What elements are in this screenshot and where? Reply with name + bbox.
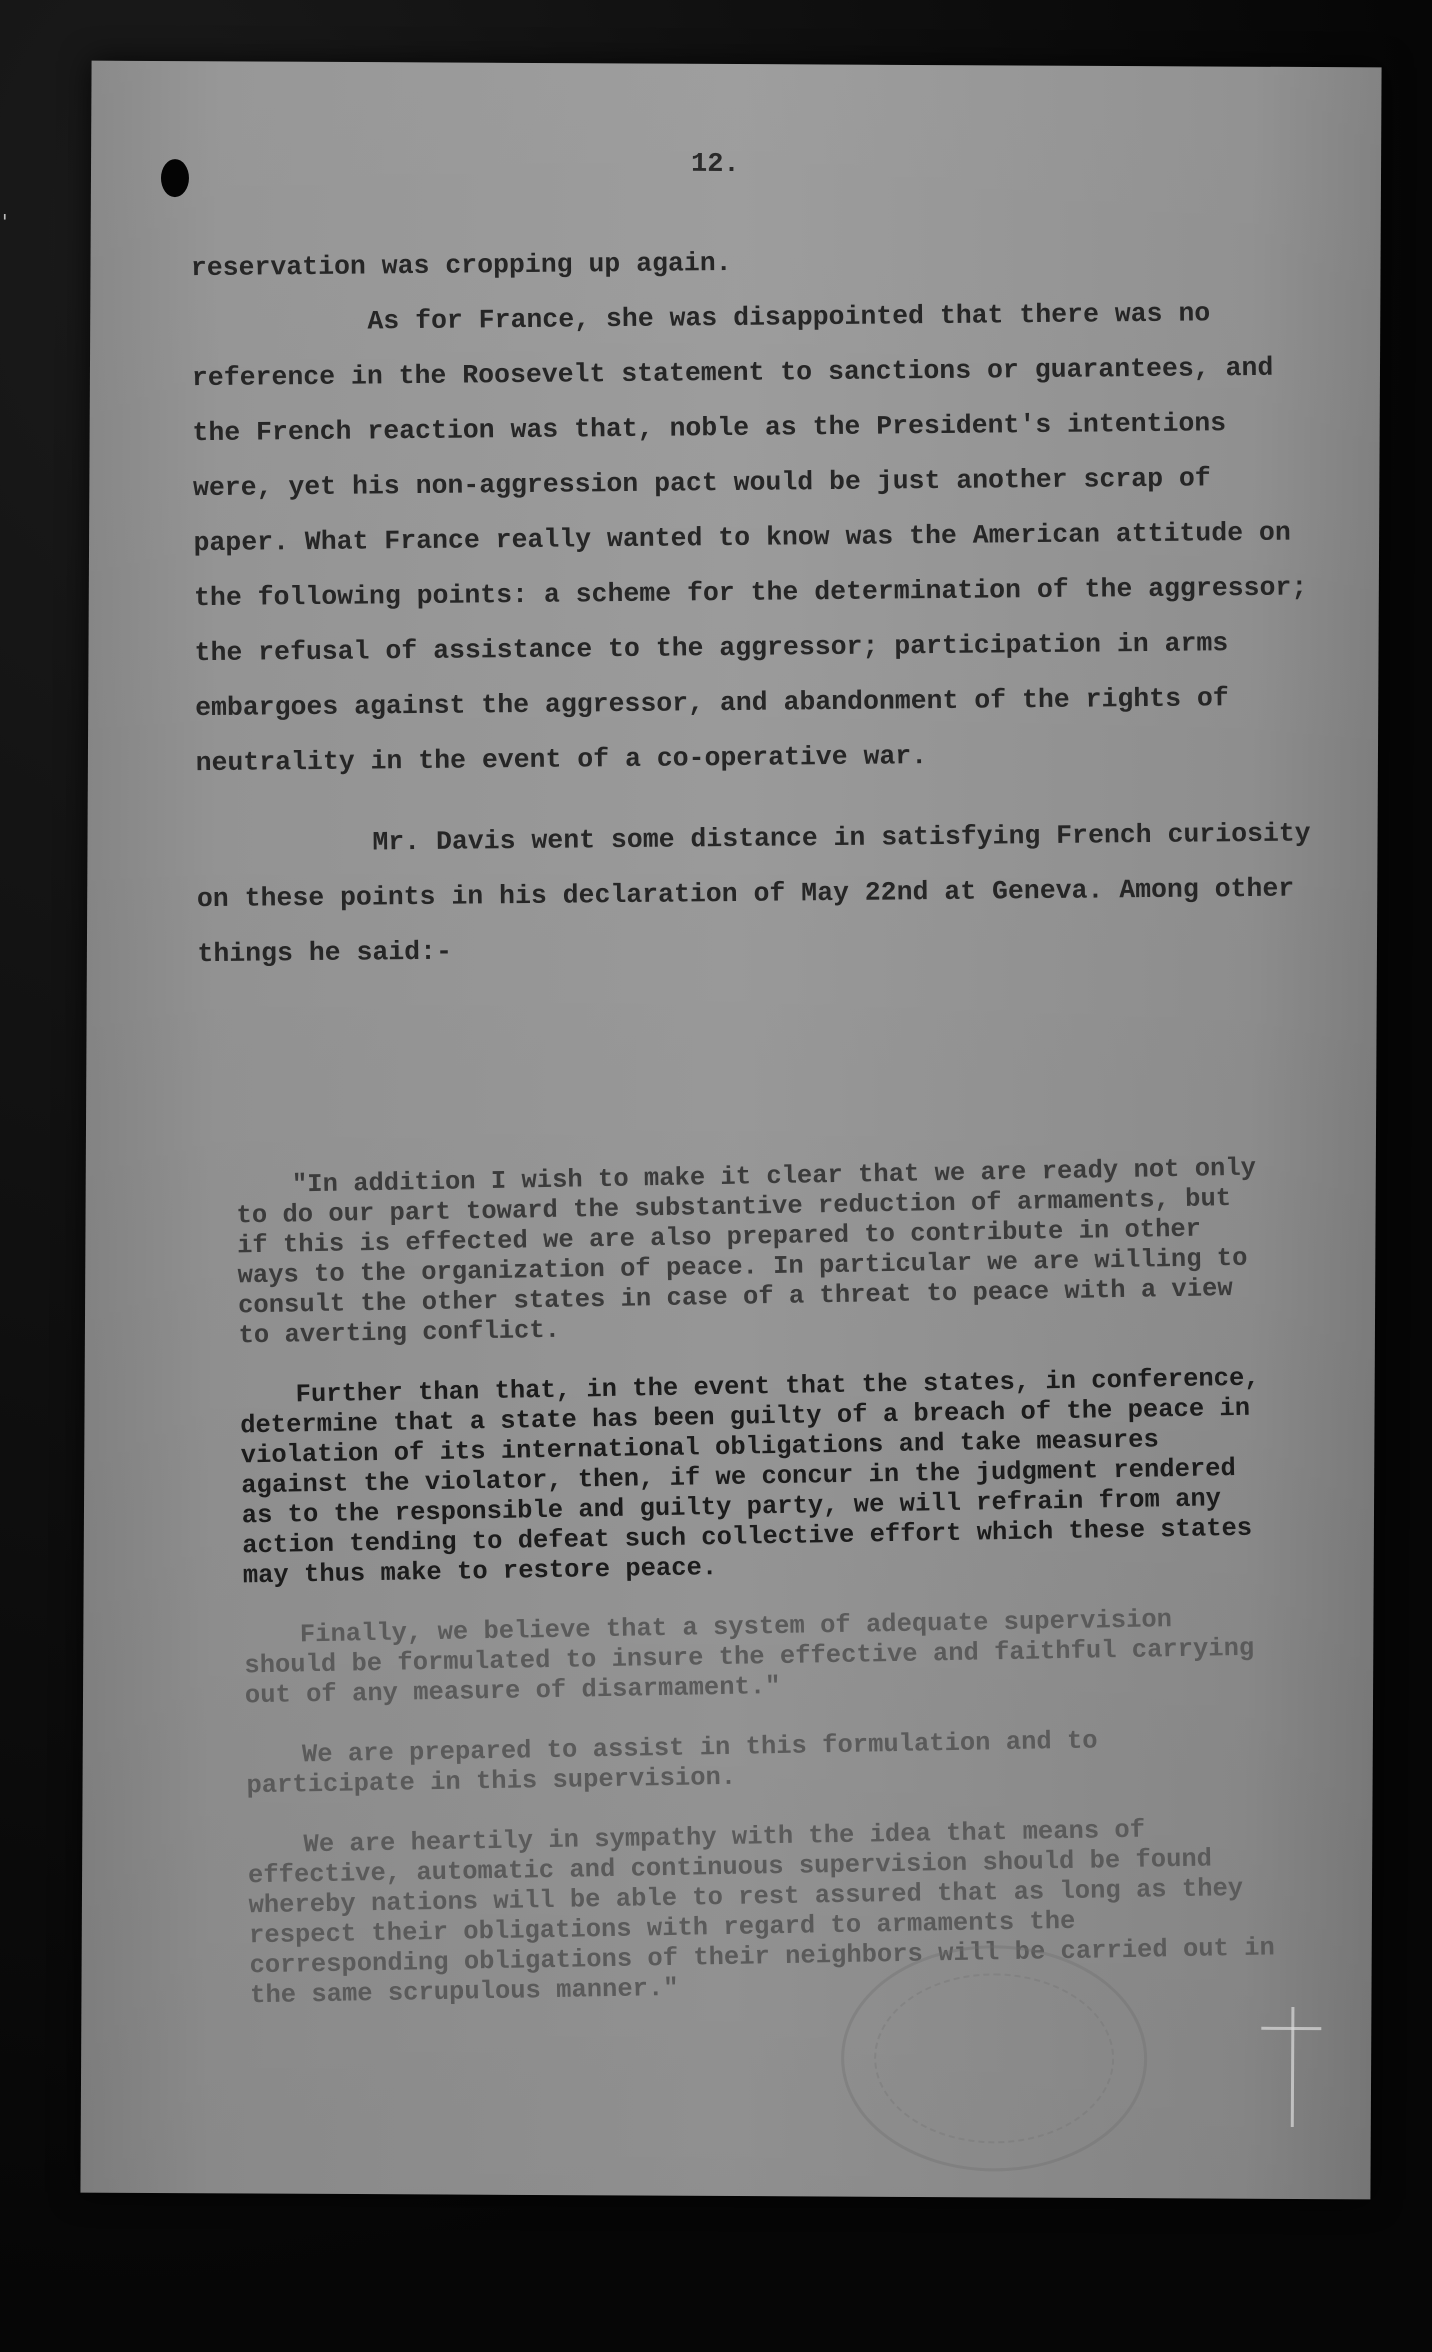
embossed-seal — [841, 1945, 1148, 2173]
punch-hole — [161, 159, 189, 197]
block-quote — [236, 1153, 1281, 2041]
paragraph: reservation was cropping up again. — [190, 247, 732, 284]
page-number: 12. — [690, 149, 740, 181]
quote-paragraph: We are prepared to assist in this formulation and to participate in this supervision. — [246, 1726, 1098, 1801]
corner-mark — [1261, 2007, 1322, 2127]
paragraph: As for France, she was disappointed that there was no reference in the Roosevelt statement to sanctions or guarantees, and the French reaction was that, noble as the President's intentions were, yet his non-aggression pact would be just another scrap of paper. What France really wanted to know was the American attitude on the following points: a scheme for the determination of the aggressor; the refusal of assistance to the aggressor; participation in arms embargoes against the aggressor, and abandonment of the rights of neutrality in the event of a co-operative war. — [191, 298, 1308, 779]
quote-paragraph: "In addition I wish to make it clear that we are ready not only to do our part toward the substantive reduction of armaments, but if this is effected we are also prepared to contribute in other ways to the organization of peace. In particular we are willing to consult the other states in case of a threat to peace with a view to averting conflict. — [236, 1153, 1257, 1351]
paragraph: Mr. Davis went some distance in satisfying French curiosity on these points in his declaration of May 22nd at Geneva. Among other things he said:- — [196, 818, 1311, 970]
quote-paragraph: We are heartily in sympathy with the idea that means of effective, automatic and continuous supervision should be found whereby nations will be able to rest assured that as long as they respect their obligations with regard to armaments the corresponding obligations of their neighbors will be carried out in the same scrupulous manner." — [247, 1815, 1276, 2011]
document-page — [80, 61, 1381, 2200]
quote-paragraph: Finally, we believe that a system of adequate supervision should be formulated to insure the effective and faithful carrying out of any measure of disarmament." — [244, 1605, 1255, 1711]
quote-paragraph: Further than that, in the event that the states, in conference, determine that a state has been guilty of a breach of the peace in violation of its international obligations and take measures against the violator, then, if we concur in the judgment rendered as to the responsible and guilty party, we will refrain from any action tending to defeat such collective effort which these states may thus make to restore peace. — [239, 1363, 1260, 1591]
stray-mark: ' — [2, 210, 8, 234]
body-text — [191, 230, 1318, 982]
